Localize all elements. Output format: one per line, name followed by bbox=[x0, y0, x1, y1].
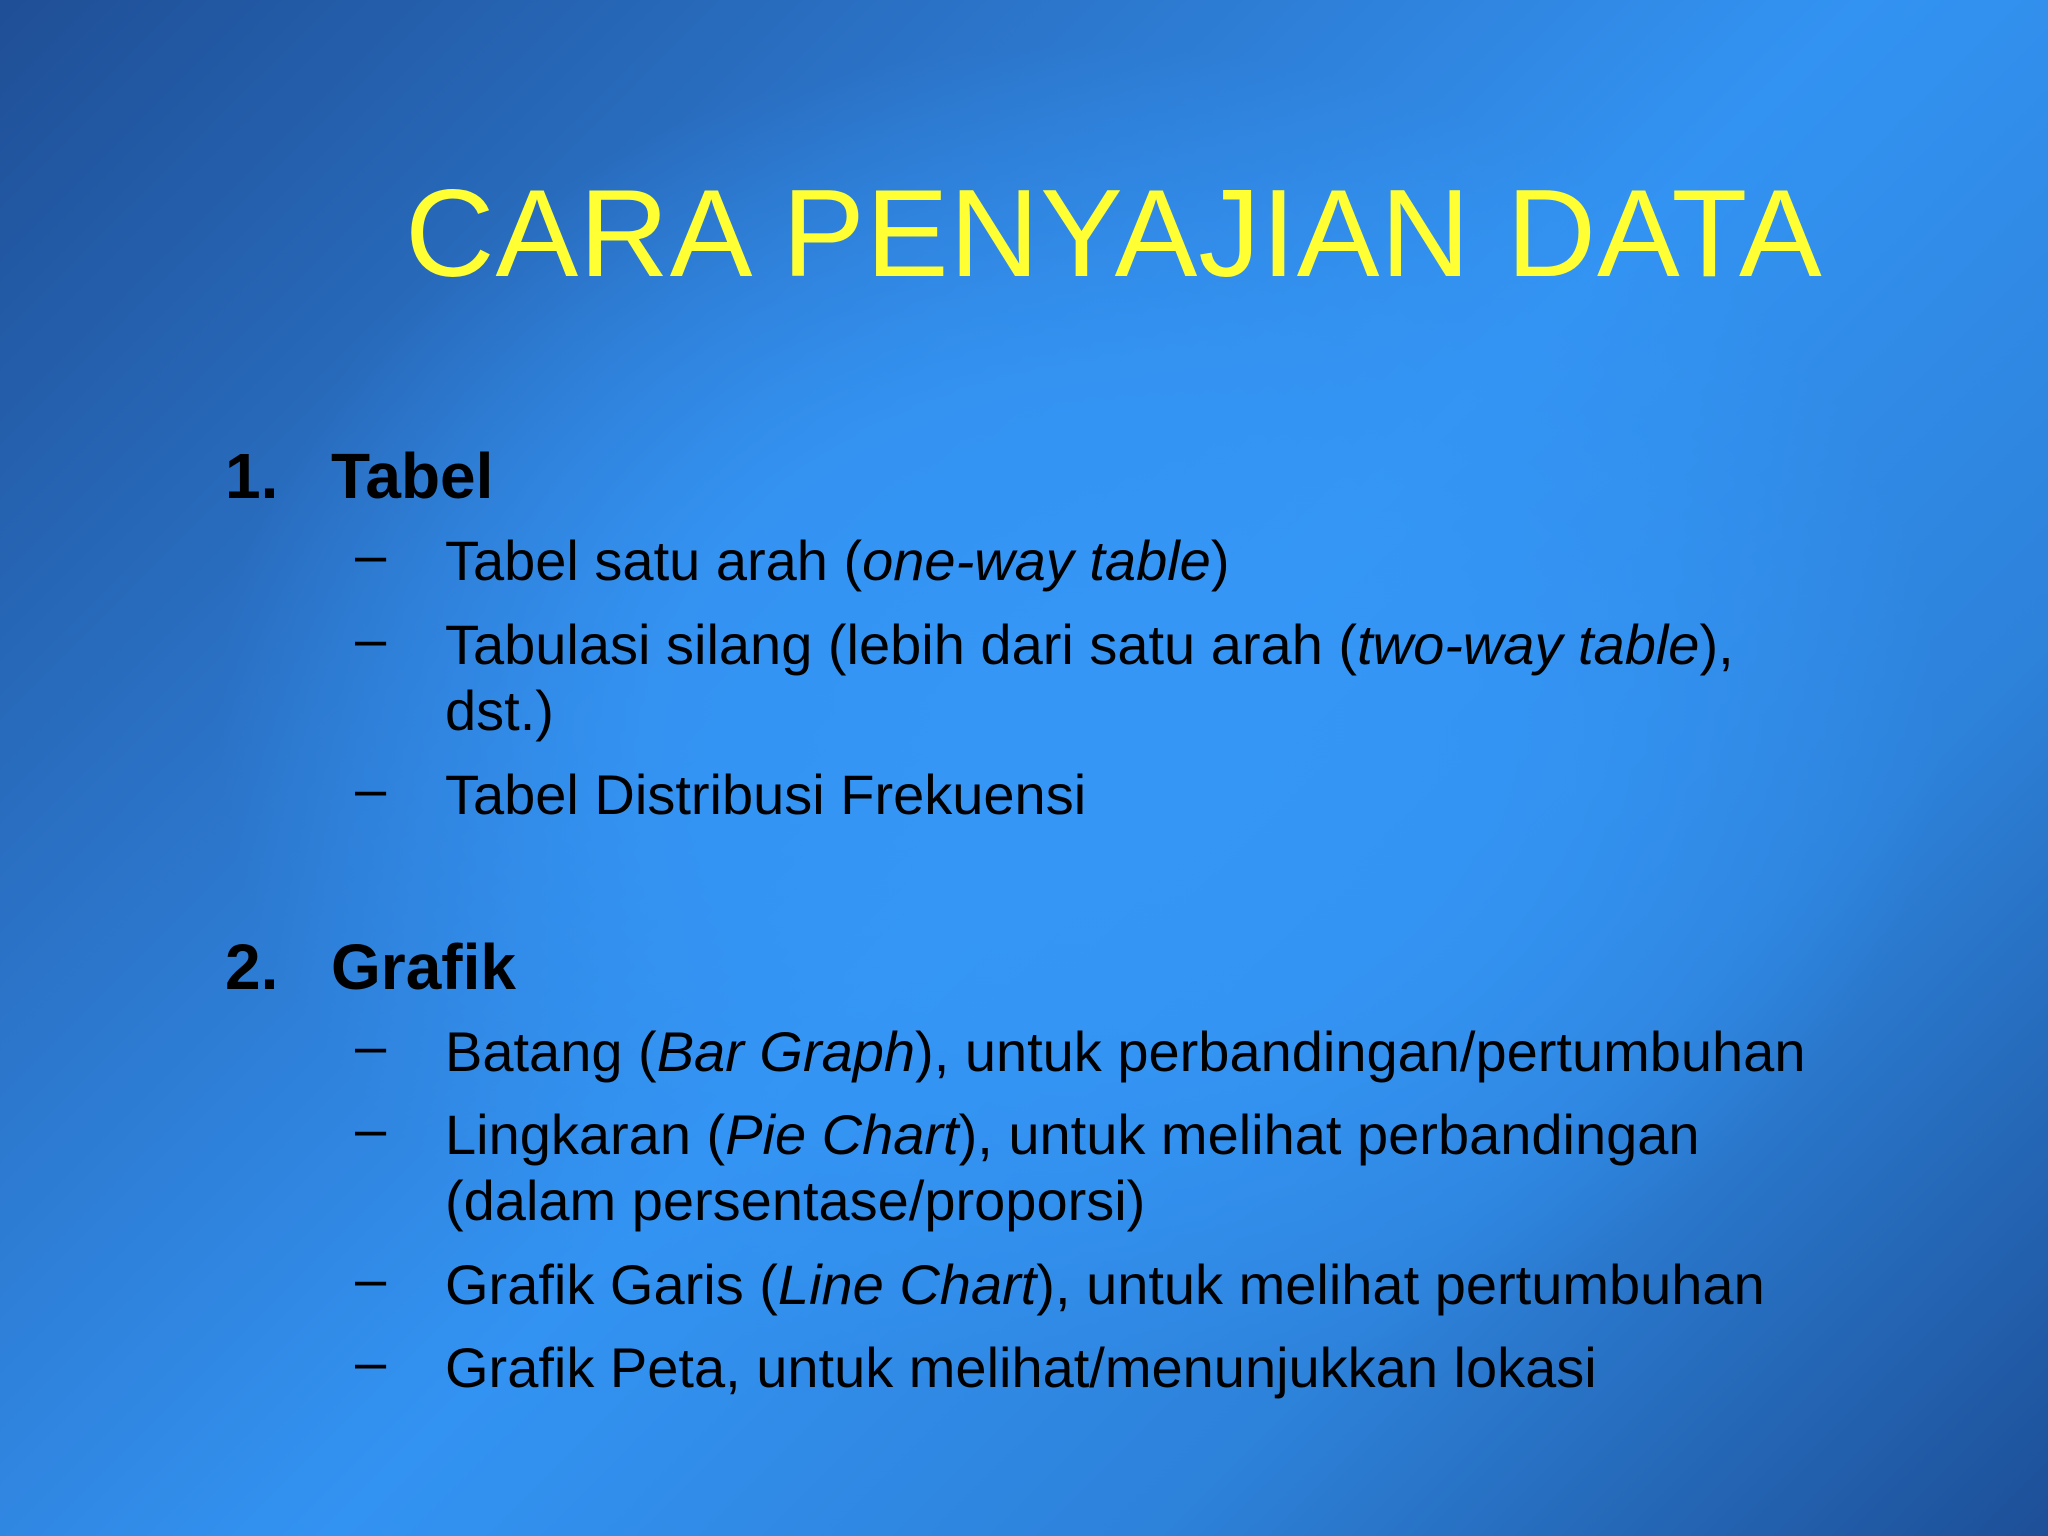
list-item-text bbox=[445, 528, 1975, 594]
dash-bullet: – bbox=[355, 1097, 387, 1160]
text-run: Grafik Peta, untuk melihat/menunjukkan lokasi bbox=[445, 1336, 1597, 1399]
italic-run: one-way table bbox=[862, 529, 1211, 592]
dash-bullet: – bbox=[355, 1014, 387, 1077]
list-item-text bbox=[445, 612, 1975, 744]
italic-run: Bar Graph bbox=[656, 1020, 916, 1083]
text-run: ), untuk perbandingan/pertumbuhan bbox=[915, 1020, 1806, 1083]
text-run: ), bbox=[1699, 613, 1734, 676]
text-run: (dalam persentase/proporsi) bbox=[445, 1169, 1146, 1232]
text-run: Batang ( bbox=[445, 1020, 657, 1083]
text-run: Grafik Garis ( bbox=[445, 1253, 778, 1316]
list-item-text bbox=[445, 1102, 1975, 1234]
text-run: Tabel satu arah ( bbox=[445, 529, 863, 592]
dash-bullet: – bbox=[355, 757, 387, 820]
section-heading bbox=[225, 931, 516, 1003]
section-number: 2. bbox=[225, 931, 279, 1003]
text-run: ) bbox=[1210, 529, 1230, 592]
text-run: ), untuk melihat pertumbuhan bbox=[1036, 1253, 1765, 1316]
list-item-text bbox=[445, 762, 1975, 828]
italic-run: two-way table bbox=[1357, 613, 1700, 676]
italic-run: Line Chart bbox=[777, 1253, 1037, 1316]
slide-title: CARA PENYAJIAN DATA bbox=[405, 165, 1823, 303]
dash-bullet: – bbox=[355, 523, 387, 586]
list-item-text bbox=[445, 1335, 1975, 1401]
list-item-text bbox=[445, 1019, 1975, 1085]
section-title: Grafik bbox=[331, 931, 516, 1003]
text-run: Tabel Distribusi Frekuensi bbox=[445, 763, 1087, 826]
text-run: Tabulasi silang (lebih dari satu arah ( bbox=[445, 613, 1358, 676]
text-run: Lingkaran ( bbox=[445, 1103, 726, 1166]
italic-run: Pie Chart bbox=[725, 1103, 959, 1166]
dash-bullet: – bbox=[355, 1247, 387, 1310]
dash-bullet: – bbox=[355, 607, 387, 670]
text-run: dst.) bbox=[445, 679, 554, 742]
dash-bullet: – bbox=[355, 1330, 387, 1393]
text-run: ), untuk melihat perbandingan bbox=[958, 1103, 1700, 1166]
list-item-text bbox=[445, 1252, 1975, 1318]
section-title: Tabel bbox=[331, 440, 494, 512]
section-number: 1. bbox=[225, 440, 279, 512]
section-heading bbox=[225, 440, 494, 512]
